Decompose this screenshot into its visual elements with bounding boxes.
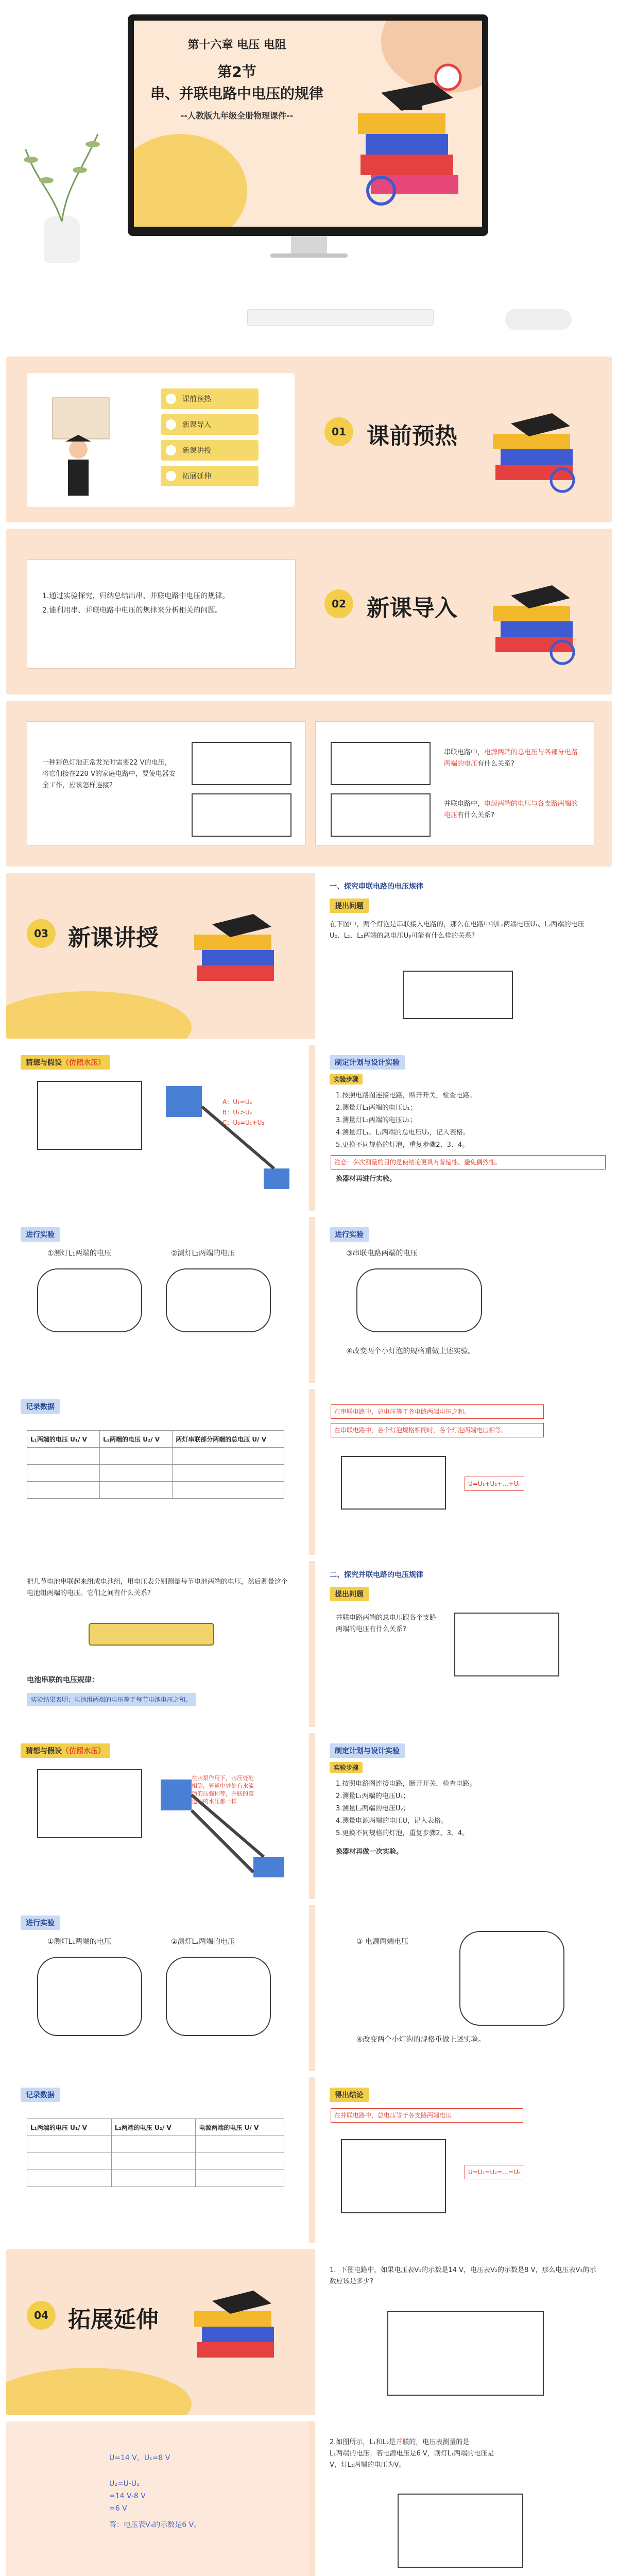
section-title: 新课讲授 — [68, 925, 159, 951]
ext-question-2: 2.如图所示，L₁和L₂是并联的，电压表测量的是 L₁两端的电压；若电源电压是6 V，则灯L₁两端的电压是 V，灯L₂两端的电压为V。 — [330, 2438, 494, 2469]
plan-step-1: 1.按照电路图连接电路，断开开关，检查电路。 — [336, 1092, 476, 1099]
preheat-line-2: 2.能利用串、并联电路中电压的规律来分析相关的问题。 — [42, 606, 222, 615]
battery-answer: 实验结果表明：电池组两端的电压等于每节电池电压之和。 — [27, 1693, 196, 1706]
plan-step-1: 1.按照电路图连接电路，断开开关，检查电路。 — [336, 1780, 476, 1788]
monitor-base — [270, 253, 348, 258]
plan-step-2: 2.测量L₁两端的电压U₁； — [336, 1792, 410, 1800]
plan-step-3: 3.测量L₂两端的电压U₂； — [336, 1805, 410, 1812]
slide-section-4 — [6, 2249, 612, 2415]
conclusion-line-1: 在串联电路中，总电压等于各电路两端电压之和。 — [331, 1404, 544, 1419]
table-header-u: 电源两端的电压 U/ V — [196, 2119, 284, 2136]
toc-dot-icon — [166, 394, 176, 404]
tag-ask-question: 提出问题 — [330, 899, 369, 913]
guess-option-c: C：U₃=U₁+U₂ — [222, 1119, 265, 1126]
lecture-question: 并联电路两端的总电压跟各个支路两端的电压有什么关系? — [336, 1614, 437, 1633]
slide-guess-plan-2 — [6, 1733, 612, 1899]
circuit-diagram-parallel — [454, 1613, 559, 1676]
table-row — [27, 2136, 284, 2153]
monitor-neck — [291, 236, 327, 255]
table-header-u2: L₂两端的电压 U₂/ V — [100, 1431, 173, 1448]
record-table — [27, 2119, 284, 2187]
experiment-photo-b — [166, 1957, 271, 2036]
experiment-a: ①测灯L₁两端的电压 — [47, 1249, 111, 1258]
slide-record-conclusion — [6, 1389, 612, 1555]
water-pressure-diagram — [161, 1076, 295, 1199]
cover-monitor — [124, 0, 494, 263]
circuit-diagram-parallel — [192, 793, 291, 837]
circuit-diagram-parallel — [37, 1769, 142, 1838]
plan-end: 换器材再进行实验。 — [336, 1175, 397, 1183]
intro-question: 一种彩色灯泡正常发光时需要22 V的电压，将它们接在220 V的家庭电路中，要使电器安全工作，应该怎样连接? — [42, 759, 176, 789]
mouse — [505, 309, 572, 330]
monitor-screen — [134, 21, 482, 227]
tag-conclusion: 得出结论 — [330, 2088, 369, 2102]
tag-record: 记录数据 — [21, 1399, 60, 1414]
plan-step-4: 4.测量电源两端的电压U，记入表格。 — [336, 1817, 448, 1825]
experiment-photo-a — [37, 1957, 142, 2036]
circuit-diagram-ext-1 — [387, 2311, 544, 2396]
table-header-u2: L₂两端的电压 U₂/ V — [111, 2119, 196, 2136]
toc-dot-icon — [166, 419, 176, 430]
section-title: 新课导入 — [367, 595, 457, 621]
tag-experiment: 进行实验 — [330, 1227, 369, 1242]
experiment-photo-a — [37, 1268, 142, 1332]
circuit-diagram-series — [37, 1081, 142, 1150]
ext-answer-line: U₂=U-U₁ — [109, 2480, 140, 2488]
experiment-a: ①测灯L₁两端的电压 — [47, 1938, 111, 1946]
table-header-u: 两灯串联部分两端的总电压 U/ V — [173, 1431, 284, 1448]
table-row — [27, 1465, 284, 1482]
table-header-u1: L₁两端的电压 U₁/ V — [27, 2119, 112, 2136]
plan-step-4: 4.测量灯L₁、L₂两端的总电压U₃，记入表格。 — [336, 1129, 470, 1137]
section-number: 01 — [324, 417, 353, 446]
tag-steps: 实验步骤 — [330, 1762, 363, 1773]
circuit-diagram-ext-2 — [398, 2494, 523, 2568]
circuit-diagram-parallel-2 — [331, 793, 431, 837]
experiment-b: ②测灯L₂两端的电压 — [171, 1249, 235, 1258]
plan-note: 注意：多次测量的目的是使结论更具有普遍性、避免偶然性。 — [331, 1155, 606, 1170]
experiment-d: ④改变两个小灯泡的规格重做上述实验。 — [346, 1347, 475, 1355]
toc-item-2[interactable]: 新课导入 — [161, 414, 259, 435]
tag-guess: 猜想与假设（仿照水压） — [21, 1743, 110, 1758]
slide-intro-section — [6, 529, 612, 694]
ext-question-1: 1．下图电路中，如果电压表V₁的示数是14 V，电压表V₂的示数是8 V，那么电压表V₃的示数应该是多少? — [330, 2266, 596, 2285]
experiment-photo-b — [166, 1268, 271, 1332]
keyboard — [247, 309, 434, 326]
table-row — [27, 1448, 284, 1465]
ext-answer-line: =14 V-8 V — [109, 2492, 146, 2500]
plan-step-3: 3.测量灯L₂两端的电压U₂； — [336, 1116, 417, 1124]
books-illustration — [186, 2280, 289, 2383]
cover-section: 第2节 — [217, 63, 256, 80]
cover-title: 串、并联电路中电压的规律 — [150, 85, 323, 102]
table-row — [27, 1482, 284, 1499]
books-illustration — [485, 403, 588, 506]
guess2-note: 在水泵作用下，水压处处相等，管道中处处有水流动的压强相等，并联的管道中的水压都一样 — [192, 1775, 254, 1805]
tag-plan: 制定计划与设计实验 — [330, 1055, 405, 1070]
conclusion-formula: U=U₁=U₂=…=Uₙ — [465, 2165, 524, 2179]
plan-step-2: 2.测量灯L₁两端的电压U₁； — [336, 1104, 417, 1112]
battery-pack — [89, 1623, 214, 1646]
circuit-diagram-series — [341, 1456, 446, 1510]
plan-step-5: 5.更换不同规格的灯泡，重复步骤2、3、4。 — [336, 1829, 469, 1837]
circuit-diagram-series-2 — [331, 742, 431, 785]
cover-chapter: 第十六章 电压 电阻 — [187, 39, 286, 52]
slide-experiment-parallel — [6, 1905, 612, 2071]
books-illustration — [186, 904, 289, 1007]
tag-record: 记录数据 — [21, 2088, 60, 2102]
slide-extension-2 — [6, 2421, 612, 2576]
plan-end: 换器材再做一次实验。 — [336, 1848, 403, 1856]
circuit-diagram-parallel — [341, 2139, 446, 2213]
table-header-u1: L₁两端的电压 U₁/ V — [27, 1431, 100, 1448]
toc-item-4[interactable]: 拓展延伸 — [161, 466, 259, 486]
left-panel — [6, 2421, 309, 2576]
experiment-c: ③ 电源两端电压 — [356, 1938, 409, 1946]
battery-question: 把几节电池串联起来组成电池组，用电压表分别测量每节电池两端的电压，然后测量这个电池组两端的电压。它们之间有什么关系? — [27, 1578, 288, 1597]
tag-experiment: 进行实验 — [21, 1916, 60, 1930]
ext-answer-line: U=14 V，U₁=8 V — [109, 2454, 170, 2462]
toc-item-1[interactable]: 课前预热 — [161, 388, 259, 409]
record-table — [27, 1430, 284, 1499]
tag-ask-question: 提出问题 — [330, 1587, 369, 1601]
tag-plan: 制定计划与设计实验 — [330, 1743, 405, 1758]
intro-question-parallel: 并联电路中，电源两端的电压与各支路两端的电压有什么关系? — [444, 800, 578, 819]
section-title: 拓展延伸 — [68, 2307, 159, 2333]
conclusion-line-1: 在并联电路中，总电压等于各支路两端电压 — [331, 2108, 523, 2123]
experiment-photo-c — [356, 1268, 482, 1332]
slide-battery-lecture2 — [6, 1561, 612, 1727]
slide-record-conclusion-2 — [6, 2077, 612, 2243]
slide-intro-question — [6, 701, 612, 867]
circuit-diagram-series — [403, 971, 513, 1019]
circuit-diagram-series — [192, 742, 291, 785]
guess-option-a: A：U₁=U₂ — [222, 1098, 252, 1106]
tag-experiment: 进行实验 — [21, 1227, 60, 1242]
slide-toc — [6, 357, 612, 522]
table-row — [27, 2170, 284, 2187]
lecture-heading: 二、探究并联电路的电压规律 — [330, 1571, 423, 1579]
conclusion-line-2: 在串联电路中，各个灯泡规格相同时，各个灯泡两端电压相等。 — [331, 1423, 544, 1437]
experiment-d: ④改变两个小灯泡的规格重做上述实验。 — [356, 2036, 486, 2044]
experiment-b: ②测灯L₂两端的电压 — [171, 1938, 235, 1946]
experiment-photo-c — [459, 1931, 564, 2026]
lecture-question: 在下图中，两个灯泡是串联接入电路的，那么在电路中的L₁两端电压U₁、L₂两端的电压U₂、L₁、L₂两端的总电压U₃可能有什么样的关系? — [330, 921, 585, 940]
lecture-heading: 一、探究串联电路的电压规律 — [330, 883, 423, 891]
section-title: 课前预热 — [367, 423, 457, 449]
toc-dot-icon — [166, 471, 176, 481]
tag-guess: 猜想与假设（仿照水压） — [21, 1055, 110, 1070]
table-row — [27, 2153, 284, 2170]
slide-section-3 — [6, 873, 612, 1039]
preheat-line-1: 1.通过实验探究，归纳总结出串、并联电路中电压的规律。 — [42, 592, 230, 600]
section-number: 04 — [27, 2301, 56, 2330]
toc-item-3[interactable]: 新课讲授 — [161, 440, 259, 461]
conclusion-formula: U=U₁+U₂+…+Uₙ — [465, 1477, 524, 1491]
screen-blob — [134, 134, 247, 227]
plan-step-5: 5.更换不同规格的灯泡，重复步骤2、3、4。 — [336, 1141, 469, 1149]
cover-subtitle: --人教版九年级全册物理课件-- — [180, 111, 294, 121]
plant-icon — [21, 118, 103, 222]
battery-rule-tag: 电池串联的电压规律： — [27, 1676, 99, 1684]
ext-answer-line: 答：电压表V₃的示数是6 V。 — [109, 2521, 201, 2529]
section-number: 02 — [324, 589, 353, 618]
books-illustration — [485, 575, 588, 678]
slide-guess-plan — [6, 1045, 612, 1211]
graduate-icon — [42, 387, 114, 501]
toc-dot-icon — [166, 445, 176, 455]
guess-option-b: B：U₁>U₂ — [222, 1109, 252, 1116]
tag-steps: 实验步骤 — [330, 1074, 363, 1084]
section-number: 03 — [27, 919, 56, 948]
ext-answer-line: =6 V — [109, 2504, 127, 2513]
experiment-c: ③串联电路两端的电压 — [346, 1249, 418, 1258]
yellow-wave — [6, 2368, 192, 2415]
vase — [44, 216, 80, 263]
intro-question-series: 串联电路中，电源两端的总电压与各部分电路两端的电压有什么关系? — [444, 749, 578, 768]
books-illustration — [350, 62, 469, 216]
slide-experiment-series — [6, 1217, 612, 1383]
